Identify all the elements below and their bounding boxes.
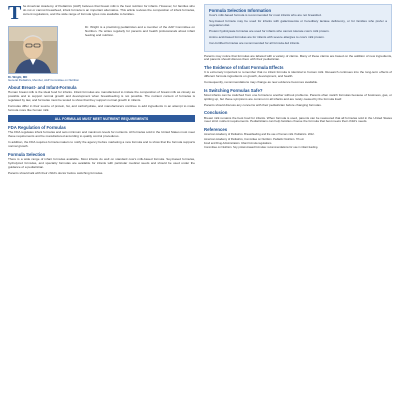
- section-paragraph: Most infants can be switched from one formula to another without problems. Parents often switch formulas because of fussiness, gas, or spitting up, but these symptoms are common in all infants and are rarely caused by the formula itself.: [204, 92, 392, 101]
- section-paragraph: Human breast milk is the ideal food for infants. Infant formulas are manufactured to imitate the composition of breast milk as closely as possible and to support normal growth and development when breastfeeding is not possible. The nutrient content of formulas is regulated by law, and formulas must be tested to show that they support normal growth in infants.: [8, 90, 195, 103]
- info-box-item: Amino acid-based formulas are for infants with severe allergies to cow's milk protein.: [209, 35, 325, 40]
- section-heading-evidence: The Evidence of Infant Formula Effects: [204, 64, 284, 70]
- author-name: Dr. Wright, MD: [8, 74, 28, 79]
- author-credentials: General Pediatrics, Member, AAP Committee on Nutrition: [8, 78, 79, 83]
- reference-item: Food and Drug Administration. Infant formula regulations.: [204, 141, 273, 145]
- author-bio: Dr. Wright is a practicing pediatrician and a member of the AAP Committee on Nutrition. He writes regularly for parents and health professionals about infant feeding and nutrition.: [85, 24, 195, 37]
- section-paragraph: Consequently, recommendations may change as new evidence becomes available.: [204, 80, 318, 85]
- info-box-item: Cow's milk-based formula is recommended for most infants who are not breastfed.: [209, 13, 322, 18]
- reference-item: American Academy of Pediatrics, Committee on Nutrition. Pediatric Nutrition. 7th ed.: [204, 137, 305, 141]
- section-paragraph: Parents should talk with their child's doctor before switching formulas.: [8, 170, 104, 175]
- section-paragraph: It is extremely important to remember that no infant formula is identical to human milk. Research continues into the long-term effects of different formula ingredients on growth, development, and health.: [204, 70, 392, 79]
- info-box-item: Protein hydrolysate formulas are used for infants who cannot tolerate cow's milk protein.: [209, 29, 330, 34]
- section-heading-breast-milk: About Breast- and Infant-Formula: [8, 85, 77, 91]
- section-paragraph: Formulas differ in their source of protein, fat, and carbohydrate, and manufacturers continue to add ingredients in an attempt to make formula more like human milk.: [8, 104, 195, 113]
- section-paragraph: In addition, the FDA requires formula makers to notify the agency before marketing a new formula and to show that the formula supports normal growth.: [8, 140, 195, 149]
- reference-item: American Academy of Pediatrics. Breastfeeding and the use of human milk. Pediatrics. 2012.: [204, 133, 315, 137]
- intro-paragraph: T he American Academy of Pediatrics (AAP) believes that breast milk is the best nutrition for infants. However, for families who do not or cannot breastfeed, infant formula is an important alternative. This article reviews the composition of infant formulas, current regulations, and the wide range of formula types now available to families.: [8, 2, 195, 24]
- section-paragraph: There is a wide range of infant formulas available. Most infants do well on standard cow's milk-based formula. Soy-based formulas, hydrolyzed formulas, and specialty formulas are available for infants with particular medical needs and should be used under the guidance of a pediatrician.: [8, 156, 195, 169]
- info-sidebar-box: [204, 4, 392, 52]
- info-box-heading: Formula Selection Information: [209, 8, 272, 13]
- section-heading-switching: Is Switching Formulas Safe?: [204, 87, 263, 93]
- section-heading-formula-types: Formula Selection: [8, 151, 46, 157]
- right-column: [204, 0, 392, 151]
- section-paragraph: Parents should discuss any concerns with their pediatrician before changing formulas.: [204, 102, 322, 107]
- info-box-item: Soy-based formula may be used for infants with galactosemia or hereditary lactase deficiency, or for families who prefer a vegetarian diet.: [209, 19, 387, 28]
- info-box-item: Iron-fortified formulas are recommended for all formula-fed infants.: [209, 41, 300, 46]
- section-paragraph: The FDA regulates infant formulas and sets minimum and maximum levels for nutrients. All formulas sold in the United States must meet these requirements and be manufactured according to quality control procedures.: [8, 130, 195, 139]
- pull-quote: ALL FORMULAS MUST MEET NUTRIENT REQUIREMENTS: [8, 115, 195, 122]
- author-caption: [8, 76, 79, 83]
- section-paragraph: Breast milk remains the best food for infants. When formula is used, parents can be reassured that all formulas sold in the United States meet strict nutrient requirements. Pediatricians can help families choose the formula that best meets their child's needs.: [204, 115, 392, 124]
- dropcap-letter: T: [8, 2, 22, 24]
- author-portrait: [8, 26, 58, 74]
- section-heading-conclusion: Conclusion: [204, 110, 228, 116]
- references-section: [204, 127, 392, 150]
- section-heading-regulations: FDA Regulation of Formulas: [8, 125, 66, 130]
- references-heading: References: [204, 126, 228, 132]
- reference-item: Committee on Nutrition. Soy protein-based formulas: recommendations for use in infant feeding.: [204, 146, 319, 150]
- left-column: [8, 0, 195, 178]
- continued-paragraph: Parents may notice that formulas are labeled with a variety of claims. Many of these claims are based on the addition of new ingredients, and parents should discuss them with their pediatrician.: [204, 53, 392, 62]
- author-portrait-image: [9, 27, 57, 73]
- author-block: [8, 26, 195, 83]
